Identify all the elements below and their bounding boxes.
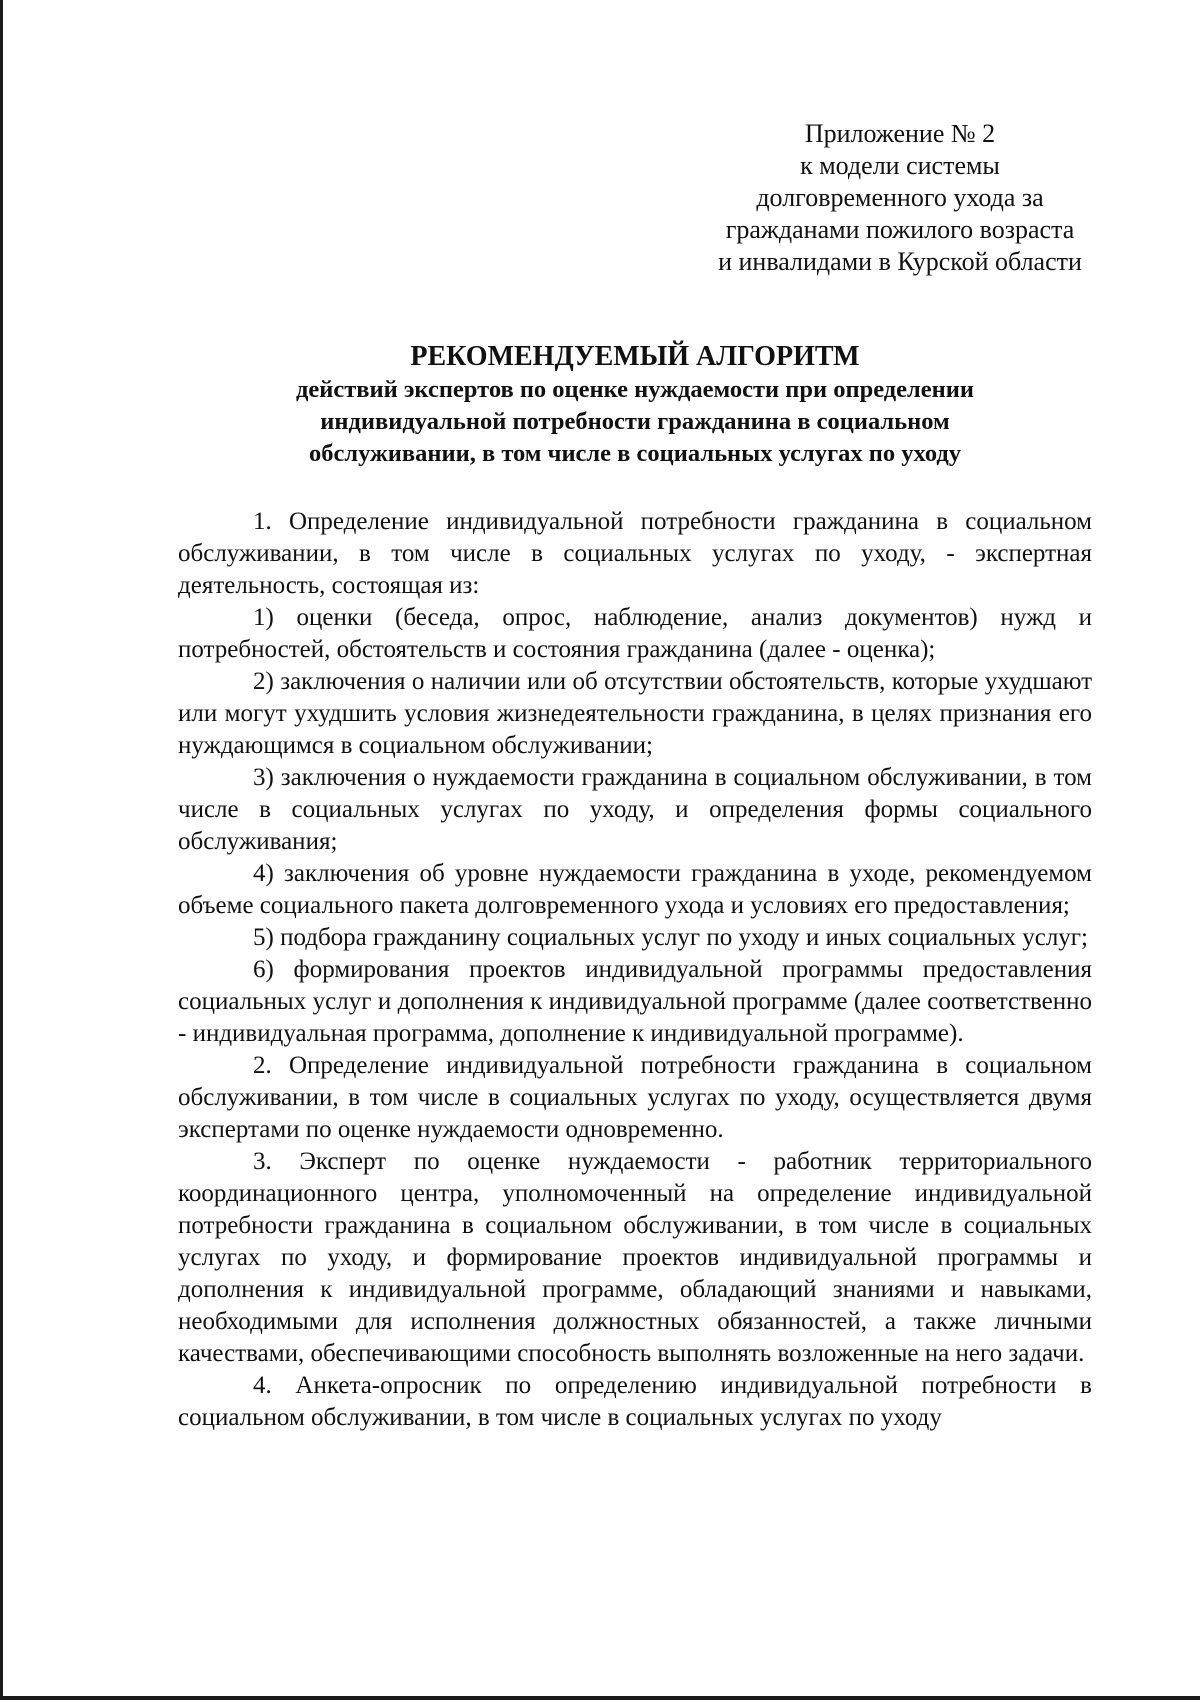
appendix-line: и инвалидами в Курской области (718, 247, 1082, 276)
paragraph: 1) оценки (беседа, опрос, наблюдение, анализ документов) нужд и потребностей, обстоятельств и состояния гражданина (далее - оценка); (178, 604, 1092, 663)
scan-border-bottom (0, 1696, 1200, 1700)
subtitle-line: обслуживании, в том числе в социальных услугах по уходу (308, 440, 962, 467)
subtitle-line: индивидуальной потребности гражданина в социальном (320, 408, 950, 435)
paragraph: 4. Анкета-опросник по определению индивидуальной потребности в социальном обслуживании, в том числе в социальных услугах по уходу (178, 1372, 1092, 1431)
appendix-line: к модели системы (800, 151, 1000, 180)
paragraph: 3. Эксперт по оценке нуждаемости - работник территориального координационного центра, уполномоченный на определение индивидуальной потребности гражданина в социальном обслуживании, в том числе в социальных услугах по уходу, и формирование проектов индивидуальной программы и дополнения к индивидуальной программе, обладающий знаниями и навыками, необходимыми для исполнения должностных обязанностей, а также личными качествами, обеспечивающими способность выполнять возложенные на него задачи. (178, 1148, 1092, 1367)
paragraph: 1. Определение индивидуальной потребности гражданина в социальном обслуживании, в том числе в социальных услугах по уходу, - экспертная деятельность, состоящая из: (178, 508, 1092, 599)
subtitle-line: действий экспертов по оценке нуждаемости при определении (295, 376, 975, 403)
paragraph: 2) заключения о наличии или об отсутствии обстоятельств, которые ухудшают или могут ухудшить условия жизнедеятельности гражданина, в целях признания его нуждающимся в социальном обслуживании; (178, 668, 1092, 759)
paragraph: 5) подбора гражданину социальных услуг по уходу и иных социальных услуг; (253, 924, 1088, 951)
title-subtitle (175, 374, 1095, 470)
paragraph: 6) формирования проектов индивидуальной программы предоставления социальных услуг и дополнения к индивидуальной программе (далее соответственно - индивидуальная программа, дополнение к индивидуальной программе). (178, 956, 1092, 1047)
appendix-line: долговременного ухода за (756, 183, 1044, 212)
paragraph: 3) заключения о нуждаемости гражданина в социальном обслуживании, в том числе в социальных услугах по уходу, и определения формы социального обслуживания; (178, 764, 1092, 855)
document-body (178, 506, 1092, 1434)
appendix-line: гражданами пожилого возраста (725, 215, 1075, 244)
appendix-line: Приложение № 2 (804, 119, 996, 148)
paragraph: 2. Определение индивидуальной потребности гражданина в социальном обслуживании, в том числе в социальных услугах по уходу, осуществляется двумя экспертами по оценке нуждаемости одновременно. (178, 1052, 1092, 1143)
paragraph: 4) заключения об уровне нуждаемости гражданина в уходе, рекомендуемом объеме социального пакета долговременного ухода и условиях его предоставления; (178, 860, 1092, 919)
document-title (175, 340, 1095, 470)
title-main: РЕКОМЕНДУЕМЫЙ АЛГОРИТМ (410, 341, 860, 372)
appendix-reference (690, 118, 1110, 278)
scan-border-left (0, 0, 3, 1700)
